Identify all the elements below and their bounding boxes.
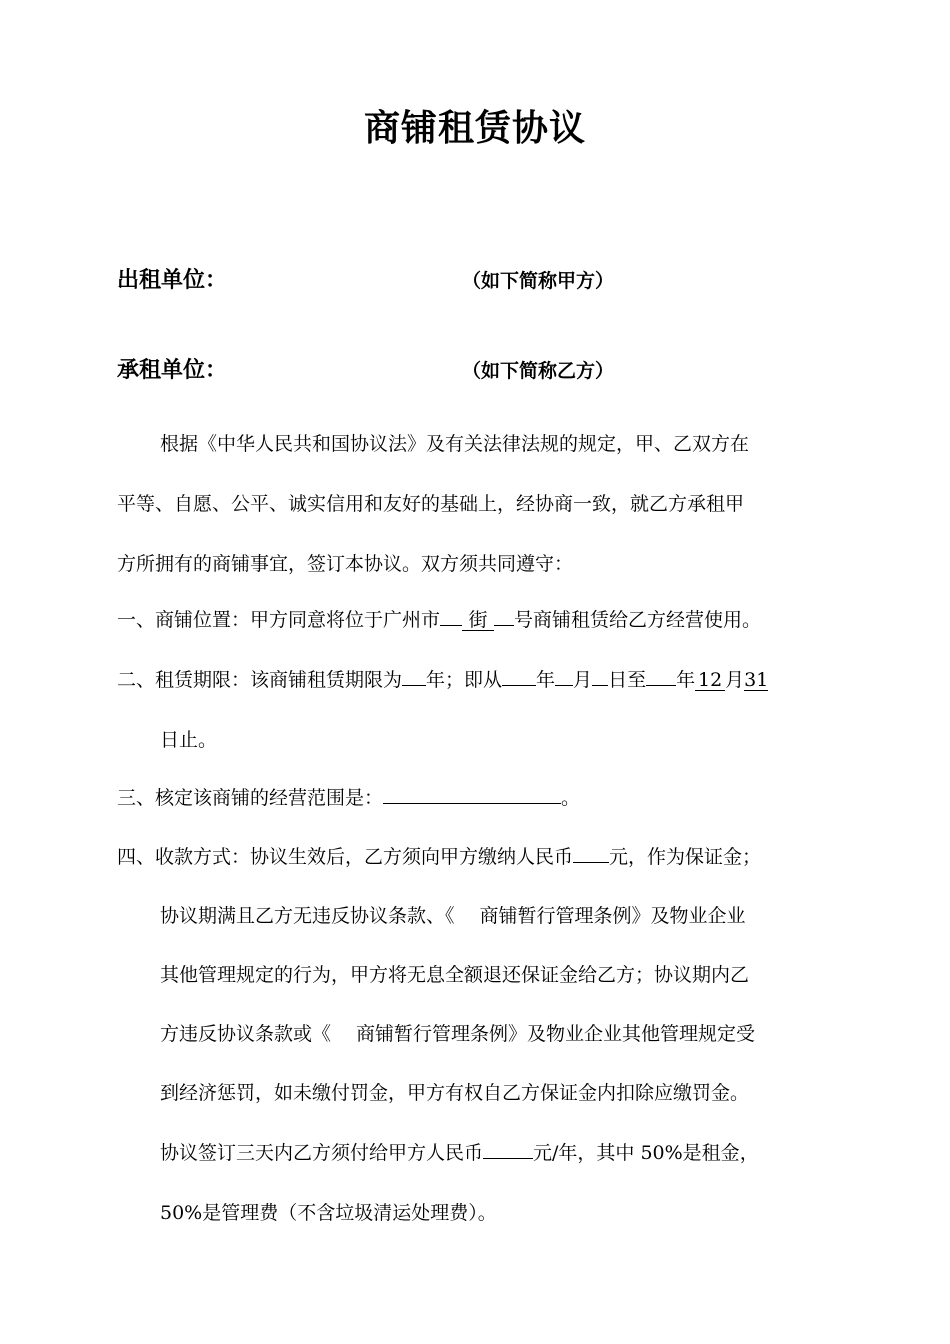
clause-1-location bbox=[117, 608, 761, 632]
lessor-note: （如下简称甲方） bbox=[462, 270, 615, 292]
street-label: 街 bbox=[462, 610, 494, 631]
clause-4-payment bbox=[117, 845, 761, 869]
clause-3-scope bbox=[117, 786, 580, 810]
annual-payment-blank bbox=[483, 1158, 533, 1159]
clause-3-text-a: 三、核定该商铺的经营范围是： bbox=[117, 787, 384, 809]
end-day-value: 31 bbox=[744, 669, 769, 691]
clause-4-line-2: 协议期满且乙方无违反协议条款、《 商铺暂行管理条例》及物业企业 bbox=[160, 905, 746, 927]
clause-1-text-a: 一、商铺位置：甲方同意将位于广州市 bbox=[117, 609, 441, 631]
lessor-label: 出租单位： bbox=[117, 268, 228, 293]
clause-2-term bbox=[117, 668, 768, 692]
lessee-note: （如下简称乙方） bbox=[462, 360, 615, 382]
intro-line-2: 平等、自愿、公平、诚实信用和友好的基础上，经协商一致，就乙方承租甲 bbox=[117, 493, 745, 515]
clause-2-text-b: 年；即从 bbox=[426, 669, 503, 691]
clause-2-text-g: 月 bbox=[725, 669, 745, 691]
business-scope-blank bbox=[383, 803, 561, 804]
clause-2-text-c: 年 bbox=[536, 669, 556, 691]
intro-line-1: 根据《中华人民共和国协议法》及有关法律法规的规定，甲、乙双方在 bbox=[160, 433, 750, 455]
clause-2-text-f: 年 bbox=[676, 669, 696, 691]
intro-line-3: 方所拥有的商铺事宜，签订本协议。双方须共同遵守： bbox=[117, 553, 574, 575]
clause-4-text-a: 四、收款方式：协议生效后，乙方须向甲方缴纳人民币 bbox=[117, 846, 574, 868]
term-years-blank bbox=[402, 685, 426, 686]
lessee-label: 承租单位： bbox=[117, 358, 228, 383]
clause-3-text-b: 。 bbox=[561, 787, 581, 809]
document-title: 商铺租赁协议 bbox=[363, 108, 586, 149]
clause-4-line-6 bbox=[160, 1141, 759, 1165]
clause-4-line-5: 到经济惩罚，如未缴付罚金，甲方有权自乙方保证金内扣除应缴罚金。 bbox=[160, 1082, 750, 1104]
clause-2-continuation: 日止。 bbox=[160, 729, 218, 751]
shop-number-blank bbox=[494, 625, 514, 626]
clause-1-text-b: 号商铺租赁给乙方经营使用。 bbox=[514, 609, 762, 631]
end-month-value: 12 bbox=[695, 670, 725, 691]
clause-4-line-3: 其他管理规定的行为，甲方将无息全额退还保证金给乙方；协议期内乙 bbox=[160, 964, 750, 986]
start-month-blank bbox=[555, 685, 573, 686]
clause-4-text-6a: 协议签订三天内乙方须付给甲方人民币 bbox=[160, 1142, 484, 1164]
start-year-blank bbox=[502, 685, 536, 686]
clause-4-text-6b: 元/年，其中 50%是租金， bbox=[533, 1142, 759, 1164]
clause-4-line-4: 方违反协议条款或《 商铺暂行管理条例》及物业企业其他管理规定受 bbox=[160, 1023, 756, 1045]
deposit-amount-blank bbox=[573, 862, 609, 863]
end-year-blank bbox=[646, 685, 676, 686]
city-blank bbox=[440, 625, 462, 626]
clause-2-text-a: 二、租赁期限：该商铺租赁期限为 bbox=[117, 669, 403, 691]
clause-4-text-b: 元，作为保证金； bbox=[609, 846, 762, 868]
clause-2-text-e: 日至 bbox=[608, 669, 647, 691]
start-day-blank bbox=[592, 685, 608, 686]
clause-2-text-d: 月 bbox=[573, 669, 593, 691]
clause-4-line-7: 50%是管理费（不含垃圾清运处理费）。 bbox=[160, 1202, 497, 1224]
